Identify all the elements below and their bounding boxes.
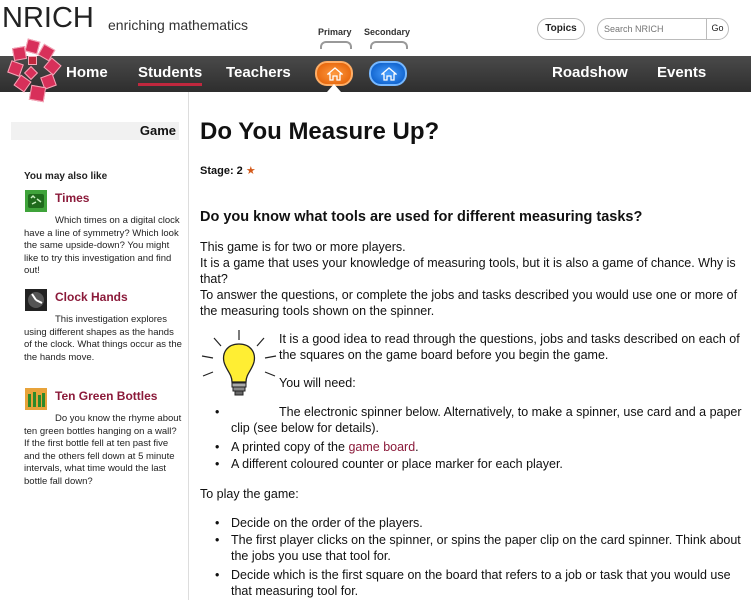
sidebar-heading-label: Game bbox=[139, 123, 176, 138]
home-icon bbox=[381, 67, 397, 81]
needs-list-item: • The electronic spinner below. Alternatively, to make a spinner, use card and a paper clip (see below for details). bbox=[215, 405, 742, 435]
primary-label[interactable]: Primary bbox=[318, 27, 352, 37]
main-content bbox=[200, 92, 745, 600]
needs-item-suffix: . bbox=[415, 440, 419, 454]
active-stage-pointer bbox=[327, 84, 341, 92]
secondary-stage-button[interactable] bbox=[369, 61, 407, 86]
topics-button[interactable]: Topics bbox=[537, 18, 585, 40]
search-go-button[interactable]: Go bbox=[706, 18, 728, 40]
related-subheading: You may also like bbox=[24, 171, 108, 182]
related-title[interactable]: Clock Hands bbox=[55, 290, 128, 304]
read-through-text: It is a good idea to read through the questions, jobs and tasks described on each of the squares on the game board before you begin the game. bbox=[279, 332, 740, 362]
needs-list-item: • A different coloured counter or place marker for each player. bbox=[215, 457, 563, 471]
stage-label: Stage: 2 bbox=[200, 165, 243, 177]
needs-item-prefix: A printed copy of the bbox=[231, 440, 349, 454]
secondary-label[interactable]: Secondary bbox=[364, 27, 411, 37]
nav-events[interactable]: Events bbox=[657, 64, 707, 81]
home-icon bbox=[327, 67, 343, 81]
stage-indicator bbox=[200, 164, 256, 177]
primary-bracket bbox=[320, 41, 352, 49]
site-header bbox=[0, 0, 751, 92]
secondary-bracket bbox=[370, 41, 408, 49]
related-description: Do you know the rhyme about ten green bottles hanging on a wall? If the first bottle fell at ten past five and the others fell down at 5 minute intervals, what time would the last bottle fall down? bbox=[24, 413, 182, 487]
to-play-label: To play the game: bbox=[200, 487, 299, 501]
steps-list-item: • The first player clicks on the spinner, or spins the paper clip on the card spinner. Think about the jobs you use that tool for. bbox=[215, 533, 741, 563]
star-icon: ★ bbox=[245, 165, 256, 177]
primary-stage-button[interactable] bbox=[315, 61, 353, 86]
clock-thumbnail-icon bbox=[25, 190, 47, 212]
game-board-link[interactable]: game board bbox=[348, 440, 416, 454]
intro-line-2: It is a game that uses your knowledge of measuring tools, but it is also a game of chance. Why is that? bbox=[200, 256, 736, 286]
needs-list-item: • A printed copy of the game board. bbox=[215, 440, 419, 454]
step-text: Decide on the order of the players. bbox=[231, 516, 423, 530]
related-description: Which times on a digital clock have a line of symmetry? Which look the same upside-down? You might like to try this investigation and find out! bbox=[24, 215, 180, 276]
steps-list-item: • Decide on the order of the players. bbox=[215, 516, 423, 530]
intro-line-3: To answer the questions, or complete the jobs and tasks described you would use one or more of the measuring tools shown on the spinner. bbox=[200, 288, 738, 318]
nav-teachers[interactable]: Teachers bbox=[226, 64, 291, 81]
page-title: Do You Measure Up? bbox=[200, 118, 440, 145]
nav-home[interactable]: Home bbox=[66, 64, 108, 81]
steps-list-item: • Decide which is the first square on the board that refers to a job or task that you would use that measuring tool for. bbox=[215, 568, 731, 598]
search-input[interactable] bbox=[604, 21, 704, 37]
nav-students[interactable]: Students bbox=[138, 64, 203, 81]
needs-item-text: The electronic spinner below. Alternatively, to make a spinner, use card and a paper clip (see below for details). bbox=[231, 405, 742, 435]
bottles-thumbnail-icon bbox=[25, 388, 47, 410]
needs-item-text: A different coloured counter or place marker for each player. bbox=[231, 457, 563, 471]
sidebar bbox=[0, 92, 189, 600]
related-description: This investigation explores using different shapes as the hands of the clock. What things occur as the the hands move. bbox=[24, 314, 182, 363]
sidebar-heading bbox=[11, 122, 179, 140]
problem-question: Do you know what tools are used for different measuring tasks? bbox=[200, 209, 643, 225]
you-will-need-label: You will need: bbox=[279, 376, 356, 390]
site-logo[interactable]: NRICH bbox=[2, 2, 94, 34]
main-nav bbox=[0, 56, 751, 92]
step-text: Decide which is the first square on the board that refers to a job or task that you would use that measuring tool for. bbox=[231, 568, 731, 598]
related-title[interactable]: Ten Green Bottles bbox=[55, 389, 158, 403]
nav-roadshow[interactable]: Roadshow bbox=[552, 64, 628, 81]
lightbulb-icon bbox=[200, 328, 278, 406]
step-text: The first player clicks on the spinner, or spins the paper clip on the card spinner. Think about the jobs you use that tool for. bbox=[231, 533, 741, 563]
clock-hands-thumbnail-icon bbox=[25, 289, 47, 311]
related-title[interactable]: Times bbox=[55, 191, 90, 205]
intro-line-1: This game is for two or more players. bbox=[200, 240, 406, 254]
site-tagline: enriching mathematics bbox=[108, 17, 249, 33]
